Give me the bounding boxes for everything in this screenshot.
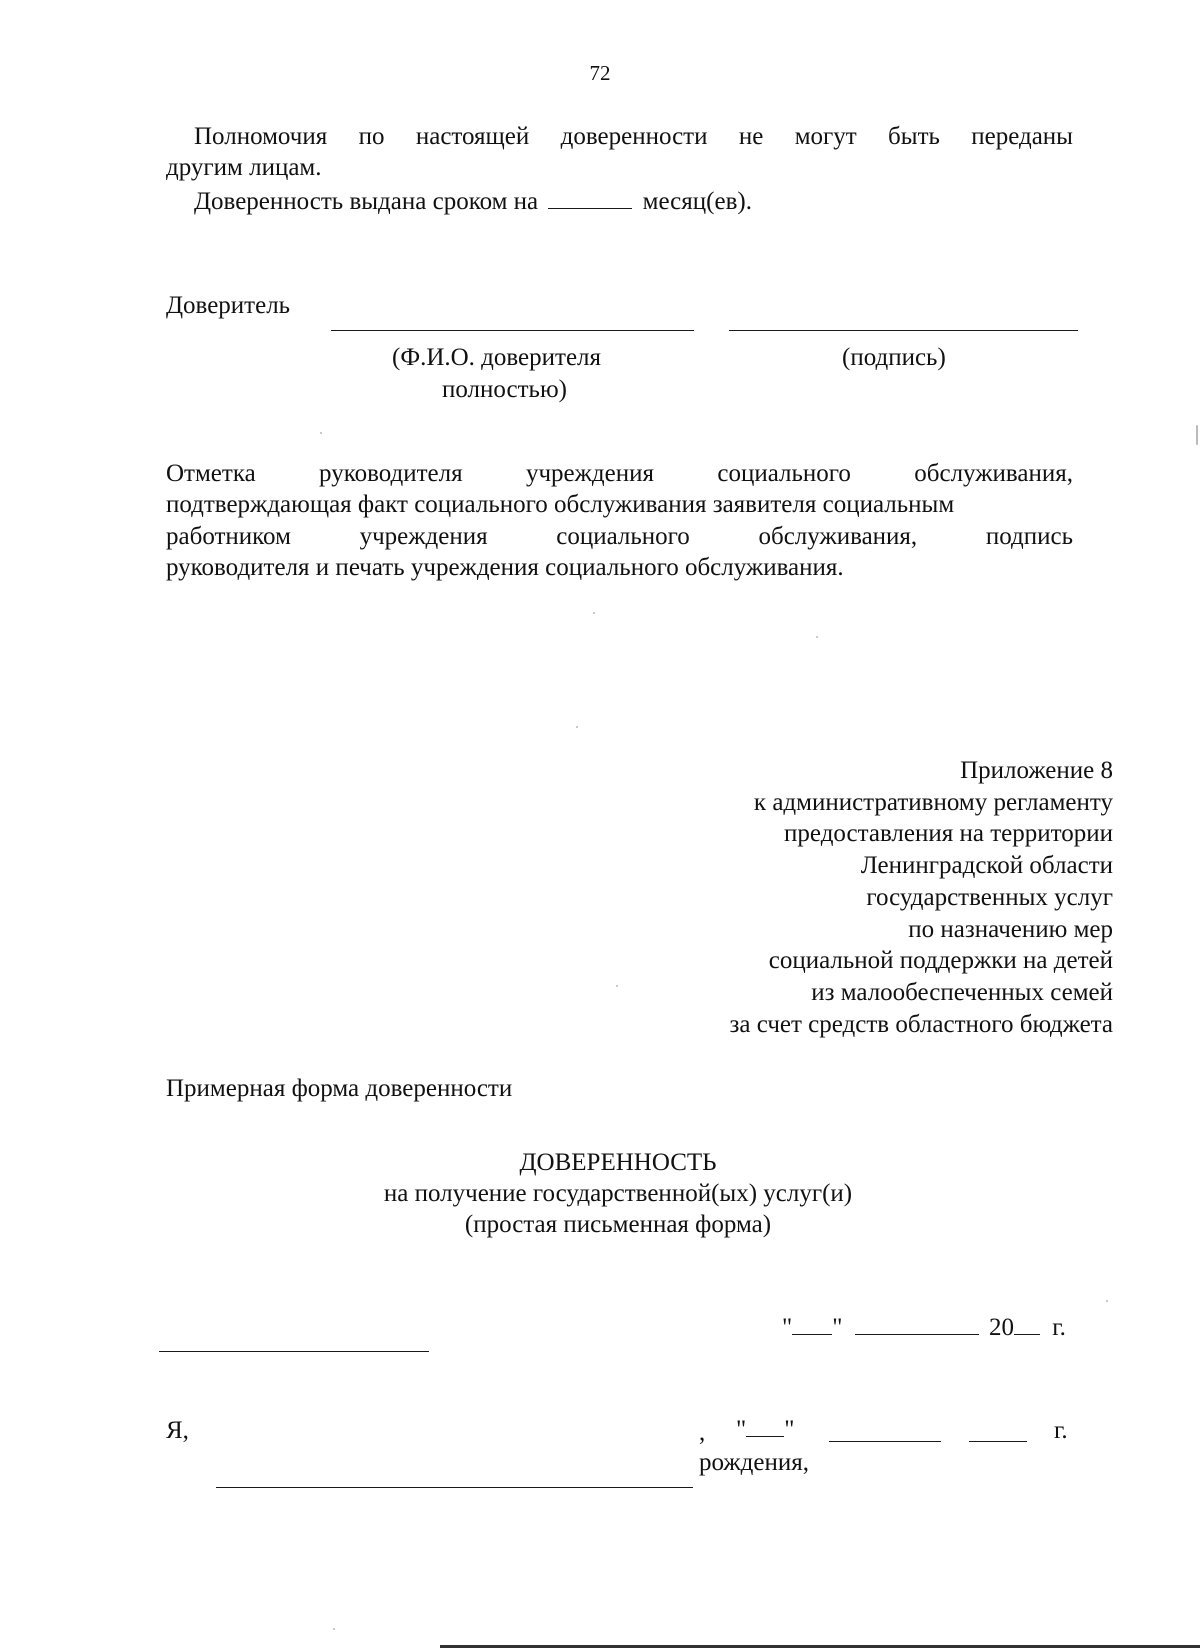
scan-speck bbox=[616, 985, 618, 987]
word: Полномочия bbox=[194, 123, 328, 150]
document-title-block bbox=[0, 1147, 1200, 1240]
signature-caption: (подпись) bbox=[842, 344, 946, 371]
fio-caption-line1: (Ф.И.О. доверителя bbox=[392, 344, 602, 371]
ya-label: Я, bbox=[166, 1417, 189, 1444]
birth-day-blank[interactable] bbox=[746, 1414, 784, 1437]
ya-comma: , bbox=[699, 1419, 706, 1446]
word: учреждения bbox=[525, 460, 654, 487]
year-suffix: г. bbox=[1052, 1314, 1066, 1341]
form-label: Примерная форма доверенности bbox=[166, 1075, 513, 1102]
ya-fio-line[interactable] bbox=[216, 1487, 693, 1488]
word: быть bbox=[888, 123, 940, 150]
appendix-line: по назначению мер bbox=[908, 915, 1113, 943]
principal-label: Доверитель bbox=[166, 292, 291, 319]
appendix-line: Приложение 8 bbox=[960, 757, 1113, 784]
term-prefix: Доверенность выдана сроком на bbox=[194, 188, 539, 215]
appendix-line: к административному регламенту bbox=[753, 788, 1113, 816]
appendix-line: из малообеспеченных семей bbox=[811, 978, 1113, 1006]
powers-paragraph-line2: другим лицам. bbox=[166, 154, 322, 181]
place-line[interactable] bbox=[159, 1351, 429, 1352]
mark-paragraph-line2: подтверждающая факт социального обслуживания заявителя социальным bbox=[166, 491, 955, 518]
powers-paragraph-line1 bbox=[194, 122, 1073, 152]
scan-speck bbox=[816, 636, 818, 638]
word: переданы bbox=[971, 123, 1073, 150]
document-subtitle-1: на получение государственной(ых) услуг(и) bbox=[383, 1180, 853, 1207]
word: могут bbox=[794, 123, 857, 150]
birth-label: рождения, bbox=[699, 1449, 809, 1476]
scan-speck bbox=[1106, 1300, 1108, 1302]
appendix-line: предоставления на территории bbox=[784, 820, 1113, 848]
word: социального bbox=[556, 523, 690, 550]
word: Отметка bbox=[166, 460, 256, 487]
word: доверенности bbox=[560, 123, 708, 150]
term-line bbox=[194, 186, 752, 217]
fio-caption-line2: полностью) bbox=[442, 376, 567, 403]
word: не bbox=[738, 123, 764, 150]
mark-paragraph-line1 bbox=[166, 459, 1073, 489]
word: обслуживания, bbox=[758, 523, 918, 550]
appendix-line: государственных услуг bbox=[866, 883, 1113, 911]
principal-signature-line[interactable] bbox=[729, 330, 1078, 331]
word: подпись bbox=[985, 523, 1073, 550]
word: социального bbox=[717, 460, 851, 487]
word: работником bbox=[166, 523, 291, 550]
document-subtitle-2: (простая письменная форма) bbox=[464, 1211, 772, 1238]
birth-date-line bbox=[736, 1414, 794, 1445]
year-blank[interactable] bbox=[1014, 1312, 1040, 1335]
quote-open: " bbox=[736, 1416, 747, 1443]
term-suffix: месяц(ев). bbox=[642, 188, 752, 215]
year-prefix: 20 bbox=[988, 1314, 1014, 1341]
birth-g: г. bbox=[1054, 1417, 1068, 1444]
mark-paragraph-line4: руководителя и печать учреждения социального обслуживания. bbox=[166, 554, 844, 581]
mark-paragraph-line3 bbox=[166, 522, 1073, 552]
day-blank[interactable] bbox=[792, 1312, 832, 1335]
appendix-line: Ленинградской области bbox=[860, 852, 1113, 880]
word: руководителя bbox=[319, 460, 463, 487]
month-blank[interactable] bbox=[855, 1312, 979, 1335]
scan-speck bbox=[320, 432, 322, 434]
word: учреждения bbox=[359, 523, 488, 550]
scan-speck bbox=[576, 726, 578, 728]
appendix-block bbox=[730, 755, 1113, 1040]
document-title: ДОВЕРЕННОСТЬ bbox=[519, 1149, 717, 1176]
quote-close: " bbox=[832, 1314, 843, 1341]
birth-month-line[interactable] bbox=[829, 1441, 941, 1442]
page-number: 72 bbox=[589, 61, 611, 85]
word: обслуживания, bbox=[914, 460, 1073, 487]
scan-speck bbox=[593, 612, 595, 614]
quote-close: " bbox=[784, 1416, 795, 1443]
scan-speck bbox=[333, 1628, 335, 1630]
principal-fio-line[interactable] bbox=[331, 330, 694, 331]
appendix-line: социальной поддержки на детей bbox=[768, 947, 1113, 975]
date-line bbox=[782, 1312, 1066, 1343]
birth-year-line[interactable] bbox=[969, 1441, 1027, 1442]
quote-open: " bbox=[782, 1314, 793, 1341]
term-months-blank[interactable] bbox=[548, 186, 632, 209]
appendix-line: за счет средств областного бюджета bbox=[729, 1010, 1113, 1038]
word: по bbox=[358, 123, 385, 150]
word: настоящей bbox=[415, 123, 530, 150]
scan-speck bbox=[1196, 425, 1198, 445]
